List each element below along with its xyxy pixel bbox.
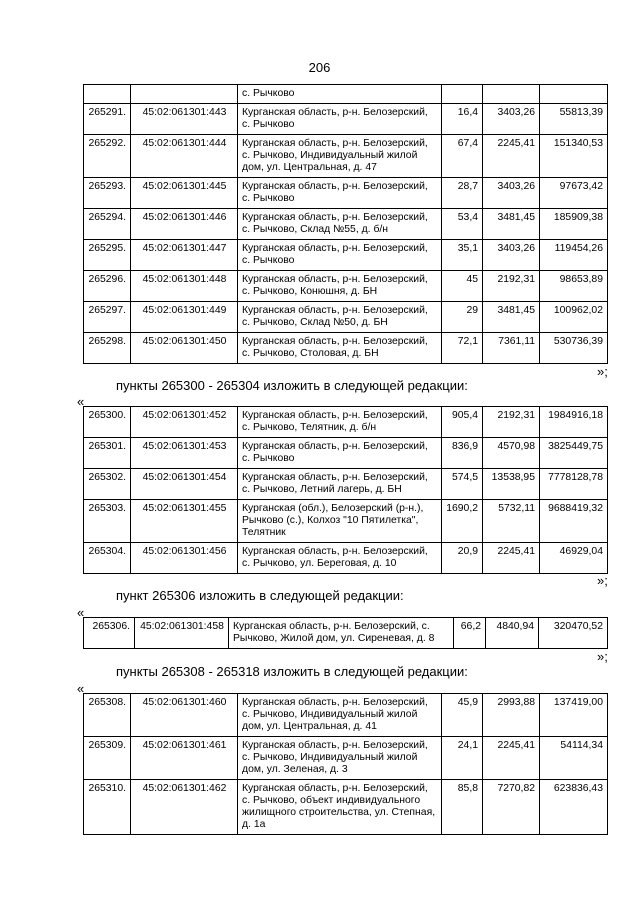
cell-area: 85,8 [442,780,483,835]
cell-rate [483,85,540,104]
table-row [84,737,608,780]
table-row [84,500,608,543]
cell-rate: 3481,45 [483,209,540,240]
open-quote: « [77,605,85,620]
cell-address: Курганская область, р-н. Белозерский, с. Рычково [238,104,442,135]
table-row [84,407,608,438]
cell-number: 265300. [84,407,131,438]
table-row [84,333,608,364]
amendment-note-3: пункты 265308 - 265318 изложить в следующей редакции: [116,664,468,679]
cell-rate: 3481,45 [483,302,540,333]
cell-number: 265293. [84,178,131,209]
table-row [84,135,608,178]
cell-number [84,85,131,104]
cell-rate: 5732,11 [483,500,540,543]
table-2 [83,406,608,574]
cell-number: 265298. [84,333,131,364]
cell-rate: 2245,41 [483,737,540,780]
cell-number: 265304. [84,543,131,574]
cell-address: Курганская область, р-н. Белозерский, с. Рычково, Жилой дом, ул. Сиреневая, д. 8 [229,618,454,649]
cell-address: Курганская область, р-н. Белозерский, с. Рычково, Индивидуальный жилой дом, ул. Зеленая, д. 3 [238,737,442,780]
cell-cadastral-value: 1984916,18 [540,407,608,438]
close-quote: »; [597,573,608,588]
cell-address: Курганская область, р-н. Белозерский, с. Рычково, Индивидуальный жилой дом, ул. Центральная, д. 47 [238,135,442,178]
cell-rate: 7270,82 [483,780,540,835]
cell-cadastral-value: 623836,43 [540,780,608,835]
cell-rate: 13538,95 [483,469,540,500]
cell-address: Курганская область, р-н. Белозерский, с. Рычково [238,240,442,271]
table-row [84,85,608,104]
cell-area: 67,4 [442,135,483,178]
cell-cadastral-number: 45:02:061301:453 [131,438,238,469]
cell-area: 45,9 [442,694,483,737]
cell-rate: 4840,94 [486,618,539,649]
table-3 [83,617,608,649]
cell-area: 72,1 [442,333,483,364]
cell-rate: 2245,41 [483,135,540,178]
cell-cadastral-number: 45:02:061301:455 [131,500,238,543]
cell-number: 265295. [84,240,131,271]
cell-area: 836,9 [442,438,483,469]
cell-address: Курганская область, р-н. Белозерский, с. Рычково, Конюшня, д. БН [238,271,442,302]
cell-area [442,85,483,104]
amendment-note-1: пункты 265300 - 265304 изложить в следующей редакции: [116,378,468,393]
cell-cadastral-value: 7778128,78 [540,469,608,500]
cell-area: 53,4 [442,209,483,240]
cell-cadastral-number: 45:02:061301:445 [131,178,238,209]
open-quote: « [77,394,85,409]
cell-rate: 2993,88 [483,694,540,737]
cell-area: 35,1 [442,240,483,271]
table-row [84,438,608,469]
table-row [84,178,608,209]
cell-cadastral-value: 137419,00 [540,694,608,737]
cell-address: Курганская (обл.), Белозерский (р-н.), Рычково (с.), Колхоз "10 Пятилетка", Телятник [238,500,442,543]
table-row [84,694,608,737]
cell-area: 905,4 [442,407,483,438]
cell-number: 265301. [84,438,131,469]
cell-cadastral-number: 45:02:061301:449 [131,302,238,333]
cell-cadastral-value: 530736,39 [540,333,608,364]
cell-cadastral-value: 97673,42 [540,178,608,209]
cell-cadastral-value: 55813,39 [540,104,608,135]
table-row [84,302,608,333]
table-row [84,780,608,835]
cell-rate: 2245,41 [483,543,540,574]
table-row [84,209,608,240]
cell-address: с. Рычково [238,85,442,104]
cell-address: Курганская область, р-н. Белозерский, с. Рычково, Склад №50, д. БН [238,302,442,333]
cell-address: Курганская область, р-н. Белозерский, с. Рычково, объект индивидуального жилищного строительства, ул. Степная, д. 1а [238,780,442,835]
cell-rate: 2192,31 [483,271,540,302]
cell-rate: 4570,98 [483,438,540,469]
cell-cadastral-number: 45:02:061301:446 [131,209,238,240]
cell-cadastral-number [131,85,238,104]
cell-rate: 3403,26 [483,240,540,271]
cell-address: Курганская область, р-н. Белозерский, с. Рычково, Склад №55, д. б/н [238,209,442,240]
cell-number: 265292. [84,135,131,178]
cell-cadastral-value: 98653,89 [540,271,608,302]
cell-cadastral-value: 9688419,32 [540,500,608,543]
cell-cadastral-value: 54114,34 [540,737,608,780]
cell-area: 574,5 [442,469,483,500]
cell-number: 265303. [84,500,131,543]
cell-area: 29 [442,302,483,333]
table-row [84,618,608,649]
cell-number: 265297. [84,302,131,333]
cell-area: 1690,2 [442,500,483,543]
cell-rate: 3403,26 [483,178,540,209]
cell-cadastral-number: 45:02:061301:448 [131,271,238,302]
cell-address: Курганская область, р-н. Белозерский, с. Рычково, ул. Береговая, д. 10 [238,543,442,574]
cell-cadastral-number: 45:02:061301:460 [131,694,238,737]
cell-address: Курганская область, р-н. Белозерский, с. Рычково, Столовая, д. БН [238,333,442,364]
cell-address: Курганская область, р-н. Белозерский, с. Рычково [238,438,442,469]
cell-address: Курганская область, р-н. Белозерский, с. Рычково [238,178,442,209]
open-quote: « [77,681,85,696]
table-row [84,104,608,135]
cell-cadastral-number: 45:02:061301:452 [131,407,238,438]
cell-cadastral-number: 45:02:061301:461 [131,737,238,780]
cell-cadastral-number: 45:02:061301:458 [135,618,229,649]
cell-cadastral-number: 45:02:061301:444 [131,135,238,178]
cell-number: 265306. [84,618,135,649]
cell-cadastral-value: 3825449,75 [540,438,608,469]
cell-cadastral-number: 45:02:061301:454 [131,469,238,500]
cell-address: Курганская область, р-н. Белозерский, с. Рычково, Индивидуальный жилой дом, ул. Центральная, д. 41 [238,694,442,737]
close-quote: »; [597,649,608,664]
cell-address: Курганская область, р-н. Белозерский, с. Рычково, Летний лагерь, д. БН [238,469,442,500]
close-quote: »; [597,364,608,379]
table-row [84,240,608,271]
cell-cadastral-value: 185909,38 [540,209,608,240]
cell-cadastral-value [540,85,608,104]
table-row [84,271,608,302]
cell-cadastral-number: 45:02:061301:456 [131,543,238,574]
cell-number: 265308. [84,694,131,737]
cell-area: 66,2 [454,618,486,649]
cell-number: 265302. [84,469,131,500]
cell-cadastral-value: 100962,02 [540,302,608,333]
cell-cadastral-number: 45:02:061301:450 [131,333,238,364]
cell-area: 16,4 [442,104,483,135]
cell-number: 265291. [84,104,131,135]
cell-cadastral-value: 119454,26 [540,240,608,271]
cell-number: 265296. [84,271,131,302]
cell-area: 20,9 [442,543,483,574]
cell-address: Курганская область, р-н. Белозерский, с. Рычково, Телятник, д. б/н [238,407,442,438]
page-number: 206 [308,60,331,75]
cell-rate: 2192,31 [483,407,540,438]
cell-number: 265309. [84,737,131,780]
table-4 [83,693,608,835]
table-row [84,543,608,574]
amendment-note-2: пункт 265306 изложить в следующей редакции: [116,588,404,603]
cell-cadastral-number: 45:02:061301:443 [131,104,238,135]
cell-cadastral-number: 45:02:061301:447 [131,240,238,271]
table-1 [83,84,608,364]
cell-rate: 7361,11 [483,333,540,364]
table-row [84,469,608,500]
cell-area: 45 [442,271,483,302]
cell-cadastral-value: 151340,53 [540,135,608,178]
cell-rate: 3403,26 [483,104,540,135]
cell-cadastral-number: 45:02:061301:462 [131,780,238,835]
cell-number: 265310. [84,780,131,835]
cell-area: 28,7 [442,178,483,209]
cell-number: 265294. [84,209,131,240]
cell-area: 24,1 [442,737,483,780]
cell-cadastral-value: 320470,52 [539,618,608,649]
cell-cadastral-value: 46929,04 [540,543,608,574]
